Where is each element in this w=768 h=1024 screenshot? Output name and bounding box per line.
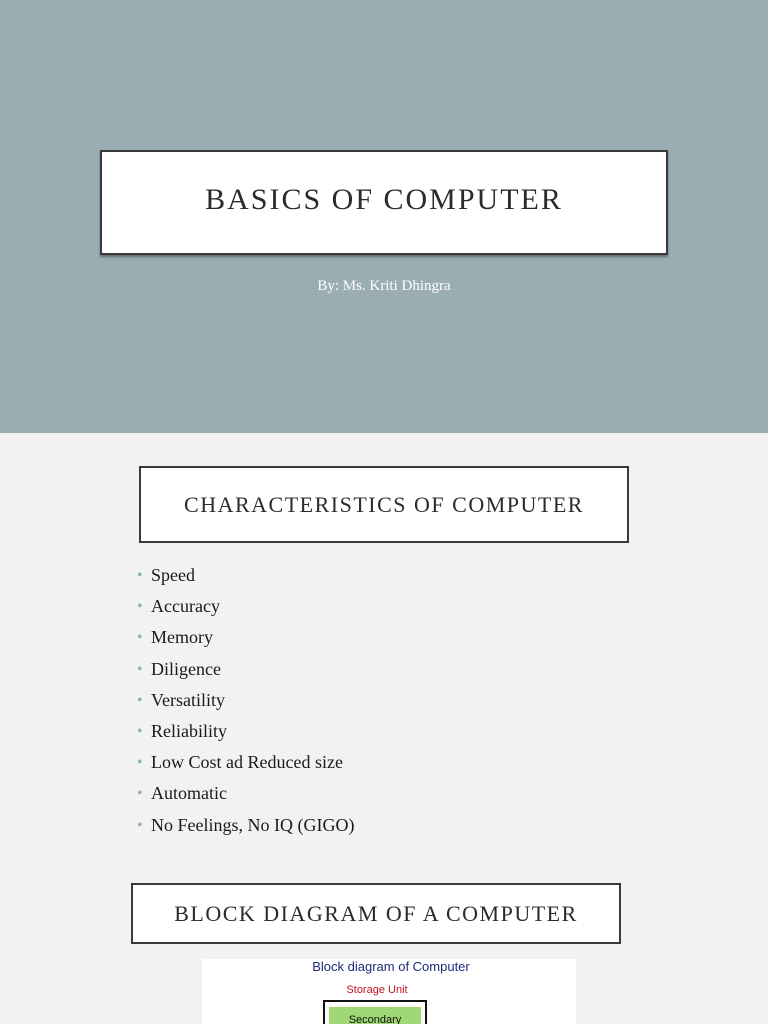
slide-subtitle: By: Ms. Kriti Dhingra: [317, 278, 451, 294]
bullet-icon: •: [137, 629, 143, 647]
secondary-storage-box: Secondary: [329, 1007, 421, 1024]
list-item: • Memory: [137, 622, 354, 653]
list-item: • No Feelings, No IQ (GIGO): [137, 810, 354, 841]
title-slide: [0, 0, 768, 433]
list-item: • Accuracy: [137, 591, 354, 622]
bullet-icon: •: [137, 598, 143, 616]
bullet-icon: •: [137, 722, 143, 740]
block-diagram-image: [202, 959, 576, 1024]
block-diagram-heading-box: [131, 883, 621, 944]
diagram-title: Block diagram of Computer: [312, 959, 470, 974]
bullet-icon: •: [137, 754, 143, 772]
slide-title: BASICS OF COMPUTER: [205, 182, 563, 216]
list-item: • Automatic: [137, 778, 354, 809]
list-item: • Speed: [137, 560, 354, 591]
list-item: • Low Cost ad Reduced size: [137, 747, 354, 778]
list-item: • Versatility: [137, 685, 354, 716]
list-item: • Diligence: [137, 654, 354, 685]
bullet-icon: •: [137, 785, 143, 803]
block-diagram-heading: BLOCK DIAGRAM OF A COMPUTER: [174, 900, 578, 926]
storage-unit-label: Storage Unit: [346, 984, 408, 996]
list-item: • Reliability: [137, 716, 354, 747]
bullet-icon: •: [137, 660, 143, 678]
characteristics-slide: [0, 433, 768, 1024]
bullet-icon: •: [137, 567, 143, 584]
bullet-icon: •: [137, 691, 143, 709]
characteristics-list: [137, 560, 354, 841]
storage-unit-box: [323, 1000, 427, 1024]
characteristics-heading: CHARACTERISTICS OF COMPUTER: [184, 491, 584, 517]
title-box: [100, 150, 668, 255]
bullet-icon: •: [137, 816, 143, 834]
characteristics-heading-box: [139, 466, 629, 543]
